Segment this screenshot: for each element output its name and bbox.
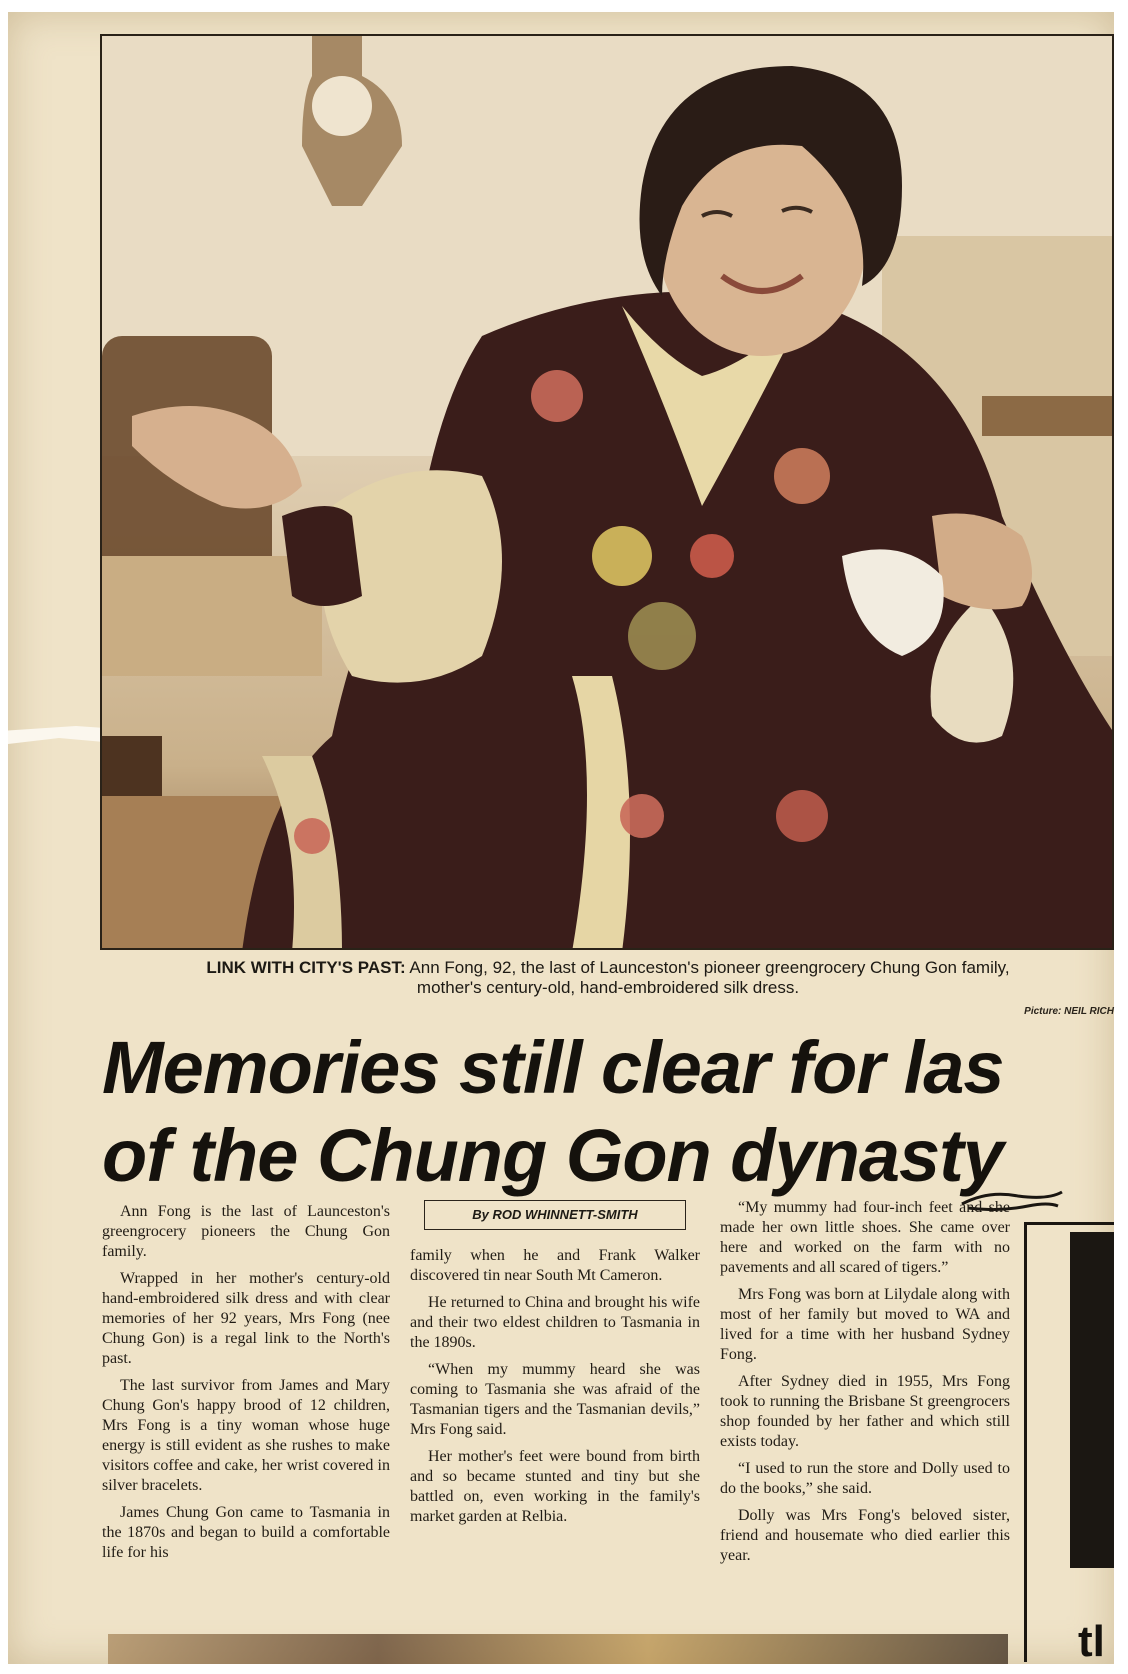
photo-caption: [108, 958, 1108, 998]
adjacent-ad-text: tl: [1078, 1617, 1105, 1666]
paragraph: Wrapped in her mother's century-old hand-embroidered silk dress and with clear memories of her 92 years, Mrs Fong (nee Chung Gon) is a regal link to the North's past.: [102, 1270, 390, 1367]
headline-line1: Memories still clear for las: [102, 1026, 1004, 1109]
byline: By ROD WHINNETT-SMITH: [424, 1200, 686, 1230]
adjacent-ad-image: [1070, 1232, 1114, 1568]
article-column-1: [102, 1202, 390, 1570]
article-headline: [102, 1024, 1112, 1200]
photo-credit: Picture: NEIL RICH: [1024, 1006, 1114, 1017]
headline-line2: of the Chung Gon dynasty: [102, 1114, 1003, 1197]
paragraph: Mrs Fong was born at Lilydale along with most of her family but moved to WA and lived for a time with her husband Sydney Fong.: [720, 1286, 1010, 1363]
paragraph-continuation: family when he and Frank Walker discovered tin near South Mt Cameron.: [410, 1247, 700, 1284]
paragraph: Dolly was Mrs Fong's beloved sister, friend and housemate who died earlier this year.: [720, 1507, 1010, 1564]
paragraph: He returned to China and brought his wife and their two eldest children to Tasmania in the 1890s.: [410, 1294, 700, 1351]
adjacent-ad-strip: [108, 1634, 1008, 1664]
paragraph: “When my mummy heard she was coming to Tasmania she was afraid of the Tasmanian tigers and the Tasmanian devils,” Mrs Fong said.: [410, 1361, 700, 1438]
article-column-3: [720, 1198, 1010, 1573]
woman-in-embroidered-dress-photo: [102, 36, 1114, 950]
paragraph: Her mother's feet were bound from birth and so became stunted and tiny but she battled on, even working in the family's market garden at Relbia.: [410, 1448, 700, 1525]
paragraph: After Sydney died in 1955, Mrs Fong took to running the Brisbane St greengrocers shop founded by her father and which still exists today.: [720, 1373, 1010, 1450]
paragraph: James Chung Gon came to Tasmania in the 1870s and began to build a comfortable life for his: [102, 1504, 390, 1561]
caption-line1: Ann Fong, 92, the last of Launceston's pioneer greengrocery Chung Gon family,: [405, 958, 1010, 977]
caption-line2: mother's century-old, hand-embroidered silk dress.: [416, 978, 800, 997]
paragraph: “My mummy had four-inch feet and she made her own little shoes. She came over here and worked on the farm with no pavements and all scared of tigers.”: [720, 1199, 1010, 1276]
paragraph: “I used to run the store and Dolly used to do the books,” she said.: [720, 1460, 1010, 1497]
paragraph: Ann Fong is the last of Launceston's greengrocery pioneers the Chung Gon family.: [102, 1203, 390, 1260]
article-column-2: [410, 1246, 700, 1534]
article-photo: [100, 34, 1114, 950]
paragraph: The last survivor from James and Mary Chung Gon's happy brood of 12 children, Mrs Fong is a tiny woman whose huge energy is still evident as she rushes to make visitors coffee and cake, her wrist covered in silver bracelets.: [102, 1377, 390, 1494]
caption-lead: LINK WITH CITY'S PAST:: [206, 958, 406, 977]
